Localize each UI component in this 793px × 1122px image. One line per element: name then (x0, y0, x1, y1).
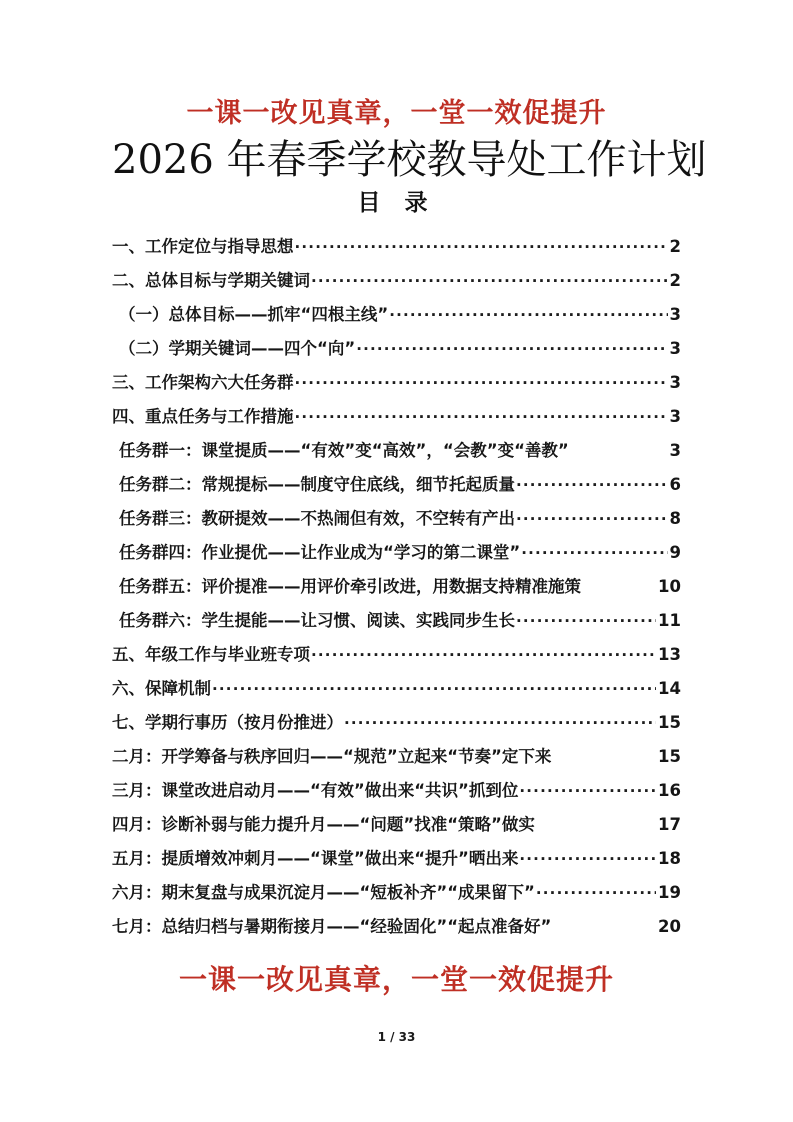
toc-entry-page-number: 3 (669, 338, 681, 358)
toc-entry[interactable] (112, 740, 681, 774)
toc-entry-page-number: 16 (658, 780, 681, 800)
toc-leader-dots (516, 604, 656, 634)
table-of-contents (112, 230, 681, 944)
toc-leader-dots (212, 672, 656, 702)
toc-entry-page-number: 3 (669, 304, 681, 324)
toc-entry-label: 五月：提质增效冲刺月——“课堂”做出来“提升”晒出来 (112, 848, 519, 868)
toc-leader-dots (551, 740, 657, 774)
toc-entry-page-number: 15 (658, 746, 681, 766)
toc-entry-label: 一、工作定位与指导思想 (112, 236, 294, 256)
toc-entry-page-number: 13 (658, 644, 681, 664)
toc-entry[interactable] (112, 808, 681, 842)
toc-entry-page-number: 3 (669, 372, 681, 392)
toc-entry-label: 七、学期行事历（按月份推进） (112, 712, 343, 732)
toc-entry-page-number: 20 (658, 916, 681, 936)
toc-entry[interactable] (112, 502, 681, 536)
toc-leader-dots (295, 400, 668, 430)
toc-entry-page-number: 17 (658, 814, 681, 834)
toc-entry-label: 任务群一：课堂提质——“有效”变“高效”，“会教”变“善教” (119, 440, 569, 460)
toc-leader-dots (295, 230, 668, 260)
toc-leader-dots (516, 502, 668, 532)
toc-entry[interactable] (112, 570, 681, 604)
toc-entry[interactable] (112, 332, 681, 366)
toc-entry-label: 三、工作架构六大任务群 (112, 372, 294, 392)
toc-entry[interactable] (112, 366, 681, 400)
toc-entry[interactable] (112, 774, 681, 808)
toc-entry[interactable] (112, 604, 681, 638)
toc-leader-dots (344, 706, 656, 736)
page-title: 2026 年春季学校教导处工作计划 (112, 137, 707, 184)
page-number: 1 / 33 (377, 1030, 416, 1044)
toc-entry-page-number: 3 (669, 406, 681, 426)
toc-entry-page-number: 6 (669, 474, 681, 494)
toc-entry-label: 任务群二：常规提标——制度守住底线，细节托起质量 (119, 474, 515, 494)
toc-leader-dots (551, 910, 657, 944)
toc-leader-dots (389, 298, 667, 328)
toc-entry[interactable] (112, 230, 681, 264)
toc-entry-page-number: 2 (669, 236, 681, 256)
toc-entry[interactable] (112, 400, 681, 434)
toc-entry-page-number: 8 (669, 508, 681, 528)
toc-entry-label: 二月：开学筹备与秩序回归——“规范”立起来“节奏”定下来 (112, 746, 552, 766)
toc-entry-label: 任务群三：教研提效——不热闹但有效，不空转有产出 (119, 508, 515, 528)
toc-leader-dots (536, 876, 656, 906)
toc-entry[interactable] (112, 876, 681, 910)
toc-leader-dots (516, 468, 668, 498)
toc-leader-dots (581, 570, 657, 604)
toc-leader-dots (311, 638, 656, 668)
toc-entry[interactable] (112, 298, 681, 332)
toc-leader-dots (311, 264, 668, 294)
toc-entry-label: （二）学期关键词——四个“向” (119, 338, 356, 358)
toc-leader-dots (295, 366, 668, 396)
toc-entry-label: 六、保障机制 (112, 678, 211, 698)
toc-entry-page-number: 10 (658, 576, 681, 596)
toc-entry[interactable] (112, 672, 681, 706)
toc-entry-label: 四月：诊断补弱与能力提升月——“问题”找准“策略”做实 (112, 814, 535, 834)
toc-entry-label: 四、重点任务与工作措施 (112, 406, 294, 426)
toc-leader-dots (519, 842, 656, 872)
toc-entry[interactable] (112, 434, 681, 468)
toc-entry-label: 三月：课堂改进启动月——“有效”做出来“共识”抓到位 (112, 780, 519, 800)
toc-entry-page-number: 3 (669, 440, 681, 460)
toc-entry-label: 任务群六：学生提能——让习惯、阅读、实践同步生长 (119, 610, 515, 630)
toc-entry-page-number: 18 (658, 848, 681, 868)
toc-entry-page-number: 15 (658, 712, 681, 732)
toc-entry-label: 七月：总结归档与暑期衔接月——“经验固化”“起点准备好” (112, 916, 552, 936)
toc-leader-dots (519, 774, 656, 804)
toc-entry[interactable] (112, 468, 681, 502)
header-slogan-banner: 一课一改见真章，一堂一效促提升 (186, 98, 607, 129)
toc-entry-label: 任务群四：作业提优——让作业成为“学习的第二课堂” (119, 542, 521, 562)
toc-leader-dots (569, 434, 669, 468)
toc-entry-label: 五、年级工作与毕业班专项 (112, 644, 310, 664)
toc-entry-label: （一）总体目标——抓牢“四根主线” (119, 304, 389, 324)
toc-entry-page-number: 19 (658, 882, 681, 902)
toc-entry-page-number: 9 (669, 542, 681, 562)
toc-leader-dots (356, 332, 667, 362)
toc-entry-label: 任务群五：评价提准——用评价牵引改进，用数据支持精准施策 (119, 576, 581, 596)
toc-entry[interactable] (112, 264, 681, 298)
table-of-contents-heading: 目 录 (357, 190, 436, 217)
footer-slogan-banner: 一课一改见真章，一堂一效促提升 (178, 962, 614, 996)
toc-leader-dots (535, 808, 657, 842)
toc-entry-page-number: 14 (658, 678, 681, 698)
toc-entry-page-number: 11 (658, 610, 681, 630)
toc-entry-label: 二、总体目标与学期关键词 (112, 270, 310, 290)
toc-entry[interactable] (112, 910, 681, 944)
toc-entry[interactable] (112, 536, 681, 570)
toc-entry[interactable] (112, 638, 681, 672)
toc-leader-dots (521, 536, 667, 566)
toc-entry[interactable] (112, 706, 681, 740)
toc-entry-page-number: 2 (669, 270, 681, 290)
toc-entry[interactable] (112, 842, 681, 876)
toc-entry-label: 六月：期末复盘与成果沉淀月——“短板补齐”“成果留下” (112, 882, 535, 902)
